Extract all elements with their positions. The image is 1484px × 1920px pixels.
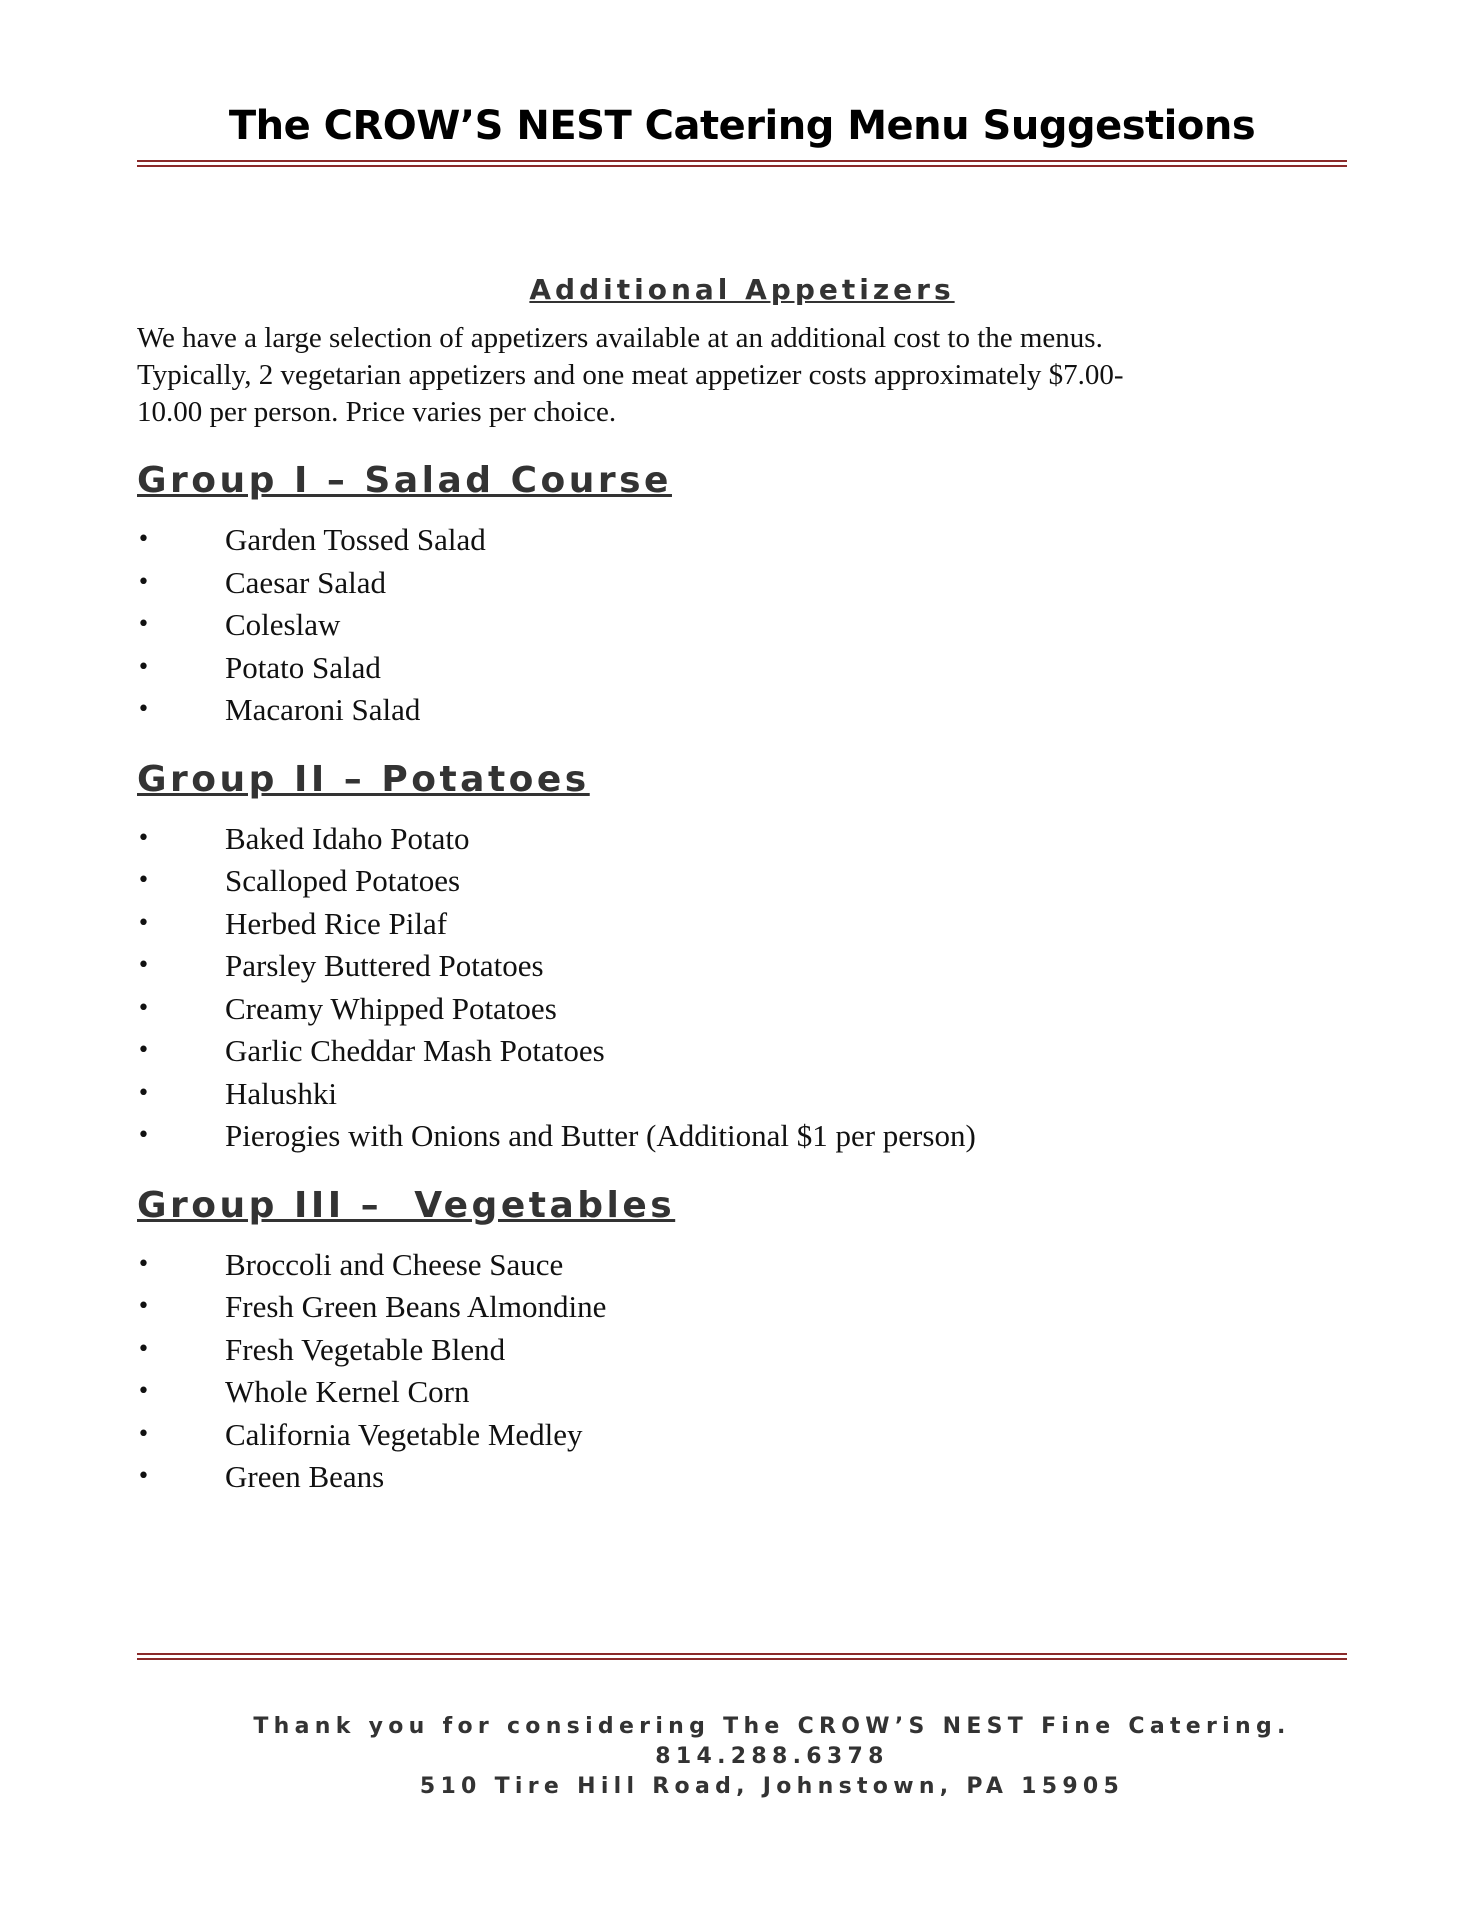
bullet-icon: • [137,995,150,1021]
bullet-icon: • [137,1421,150,1447]
list-item: • Pierogies with Onions and Butter (Additional $1 per person) [137,1115,1347,1158]
appetizers-description [137,320,1347,431]
footer-contact [137,1712,1347,1802]
bullet-icon: • [137,654,150,680]
list-item: • Parsley Buttered Potatoes [137,945,1347,988]
header-rule-line-bottom [137,165,1347,167]
bullet-icon: • [137,527,150,552]
bullet-icon: • [137,868,150,893]
bullet-icon: • [137,697,150,722]
list-item: • Halushki [137,1073,1347,1116]
appetizers-line-1: We have a large selection of appetizers available at an additional cost to the menus. [137,322,1103,354]
list-item: • Green Beans [137,1456,1347,1499]
menu-content [137,268,1347,1521]
bullet-icon: • [137,825,150,851]
header-double-rule [137,160,1347,167]
bullet-icon: • [137,612,150,637]
group-heading-salad: Group I – Salad Course [137,460,672,501]
vegetables-list [137,1244,1347,1499]
list-item: • California Vegetable Medley [137,1414,1347,1457]
salad-list [137,519,1347,732]
bullet-icon: • [137,910,150,936]
footer-address-line: 510 Tire Hill Road, Johnstown, PA 15905 [419,1774,1125,1799]
bullet-icon: • [137,953,150,978]
list-item: • Scalloped Potatoes [137,860,1347,903]
bullet-icon: • [137,1336,150,1362]
group-heading-vegetables: Group III – Vegetables [137,1184,676,1226]
appetizers-line-3: 10.00 per person. Price varies per choice. [137,396,617,428]
list-item: • Broccoli and Cheese Sauce [137,1244,1347,1287]
bullet-icon: • [137,1379,150,1404]
list-item: • Herbed Rice Pilaf [137,903,1347,946]
list-item: • Garden Tossed Salad [137,519,1347,562]
page-footer [137,1653,1347,1802]
list-item: • Fresh Vegetable Blend [137,1329,1347,1372]
bullet-icon: • [137,1123,150,1148]
list-item: • Macaroni Salad [137,689,1347,732]
bullet-icon: • [137,1080,150,1106]
list-item: • Baked Idaho Potato [137,818,1347,861]
list-item: • Creamy Whipped Potatoes [137,988,1347,1031]
list-item: • Fresh Green Beans Almondine [137,1286,1347,1329]
appetizers-heading: Additional Appetizers [529,273,955,306]
page-header [137,96,1347,167]
list-item: • Coleslaw [137,604,1347,647]
list-item: • Potato Salad [137,647,1347,690]
list-item: • Caesar Salad [137,562,1347,605]
appetizers-line-2: Typically, 2 vegetarian appetizers and one meat appetizer costs approximately $7.00- [137,359,1124,391]
list-item: • Garlic Cheddar Mash Potatoes [137,1030,1347,1073]
footer-rule-line-bottom [137,1658,1347,1660]
footer-rule-line-top [137,1653,1347,1655]
potatoes-list [137,818,1347,1158]
footer-thank-you-line: Thank you for considering The CROW’S NEST Fine Catering. 814.288.6378 [253,1714,1291,1769]
footer-double-rule [137,1653,1347,1660]
bullet-icon: • [137,1038,150,1063]
group-heading-potatoes: Group II – Potatoes [137,758,590,800]
list-item: • Whole Kernel Corn [137,1371,1347,1414]
bullet-icon: • [137,569,150,595]
bullet-icon: • [137,1294,150,1319]
header-rule-line-top [137,160,1347,162]
bullet-icon: • [137,1464,150,1489]
page-title: The CROW’S NEST Catering Menu Suggestions [228,103,1256,149]
bullet-icon: • [137,1251,150,1277]
